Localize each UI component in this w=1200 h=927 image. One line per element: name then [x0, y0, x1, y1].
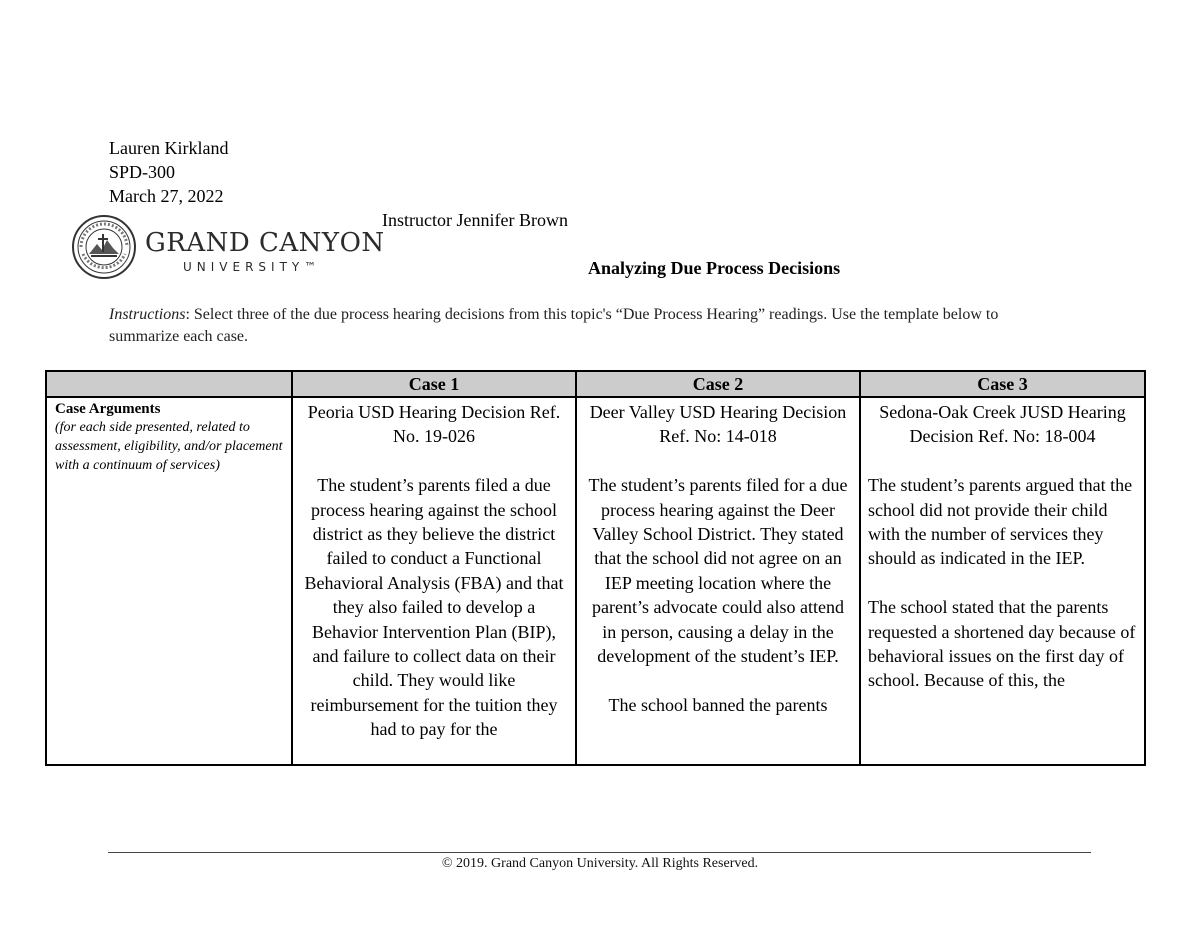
- case-3-heading: Sedona-Oak Creek JUSD Hearing Decision Ref. No: 18-004: [879, 402, 1126, 447]
- case-1-body: The student’s parents filed a due process hearing against the school district as they believe the district failed to conduct a Functional Behavioral Analysis (FBA) and that they also failed to develop a Behavior Intervention Plan (BIP), and failure to collect data on their child. They would like reimbursement for the tuition they had to pay for the: [304, 475, 564, 740]
- submission-date: March 27, 2022: [109, 186, 224, 206]
- case-2-cell: [576, 397, 860, 765]
- table-header-row: [46, 371, 1145, 397]
- logo-wordmark: GRAND CANYON: [145, 228, 385, 258]
- case-3-body-2: The school stated that the parents requested a shortened day because of behavioral issues on the first day of school. Because of this, the: [868, 597, 1136, 691]
- case-1-cell: [292, 397, 576, 765]
- table-row: [46, 397, 1145, 765]
- header-case-2: Case 2: [576, 371, 860, 397]
- footer-divider: [108, 852, 1091, 853]
- row-label-title: Case Arguments: [55, 401, 161, 417]
- case-3-cell: [860, 397, 1145, 765]
- instructor-name: Instructor Jennifer Brown: [382, 210, 568, 230]
- case-3-body: The student’s parents argued that the school did not provide their child with the number of services they should as indicated in the IEP.: [868, 475, 1133, 569]
- instructions-text: : Select three of the due process hearing decisions from this topic's “Due Process Hearing” readings. Use the template below to summarize each case.: [109, 306, 999, 345]
- university-seal-icon: [71, 214, 137, 280]
- header-case-1: Case 1: [292, 371, 576, 397]
- logo-subword: UNIVERSITY™: [183, 260, 322, 274]
- course-code: SPD-300: [109, 162, 176, 182]
- row-label-case-arguments: [46, 397, 292, 765]
- header-blank-cell: [46, 371, 292, 397]
- case-2-body: The student’s parents filed for a due process hearing against the Deer Valley School District. They stated that the school did not agree on an IEP meeting location where the parent’s advocate could also attend in person, causing a delay in the development of the student’s IEP.: [588, 475, 848, 667]
- document-title: Analyzing Due Process Decisions: [588, 258, 841, 278]
- header-case-3: Case 3: [860, 371, 1145, 397]
- case-summary-table: [45, 370, 1146, 766]
- instructions: [109, 304, 1069, 348]
- footer-copyright: © 2019. Grand Canyon University. All Rights Reserved.: [441, 856, 759, 871]
- student-header: [109, 136, 228, 208]
- instructions-label: Instructions: [109, 306, 186, 323]
- case-2-body-2: The school banned the parents: [608, 694, 828, 715]
- row-label-subtitle: (for each side presented, related to assessment, eligibility, and/or placement with a continuum of services): [55, 420, 283, 473]
- student-name: Lauren Kirkland: [109, 138, 229, 158]
- case-1-heading: Peoria USD Hearing Decision Ref. No. 19-026: [307, 402, 561, 447]
- case-2-heading: Deer Valley USD Hearing Decision Ref. No: 14-018: [589, 402, 847, 447]
- university-logo: [71, 214, 385, 280]
